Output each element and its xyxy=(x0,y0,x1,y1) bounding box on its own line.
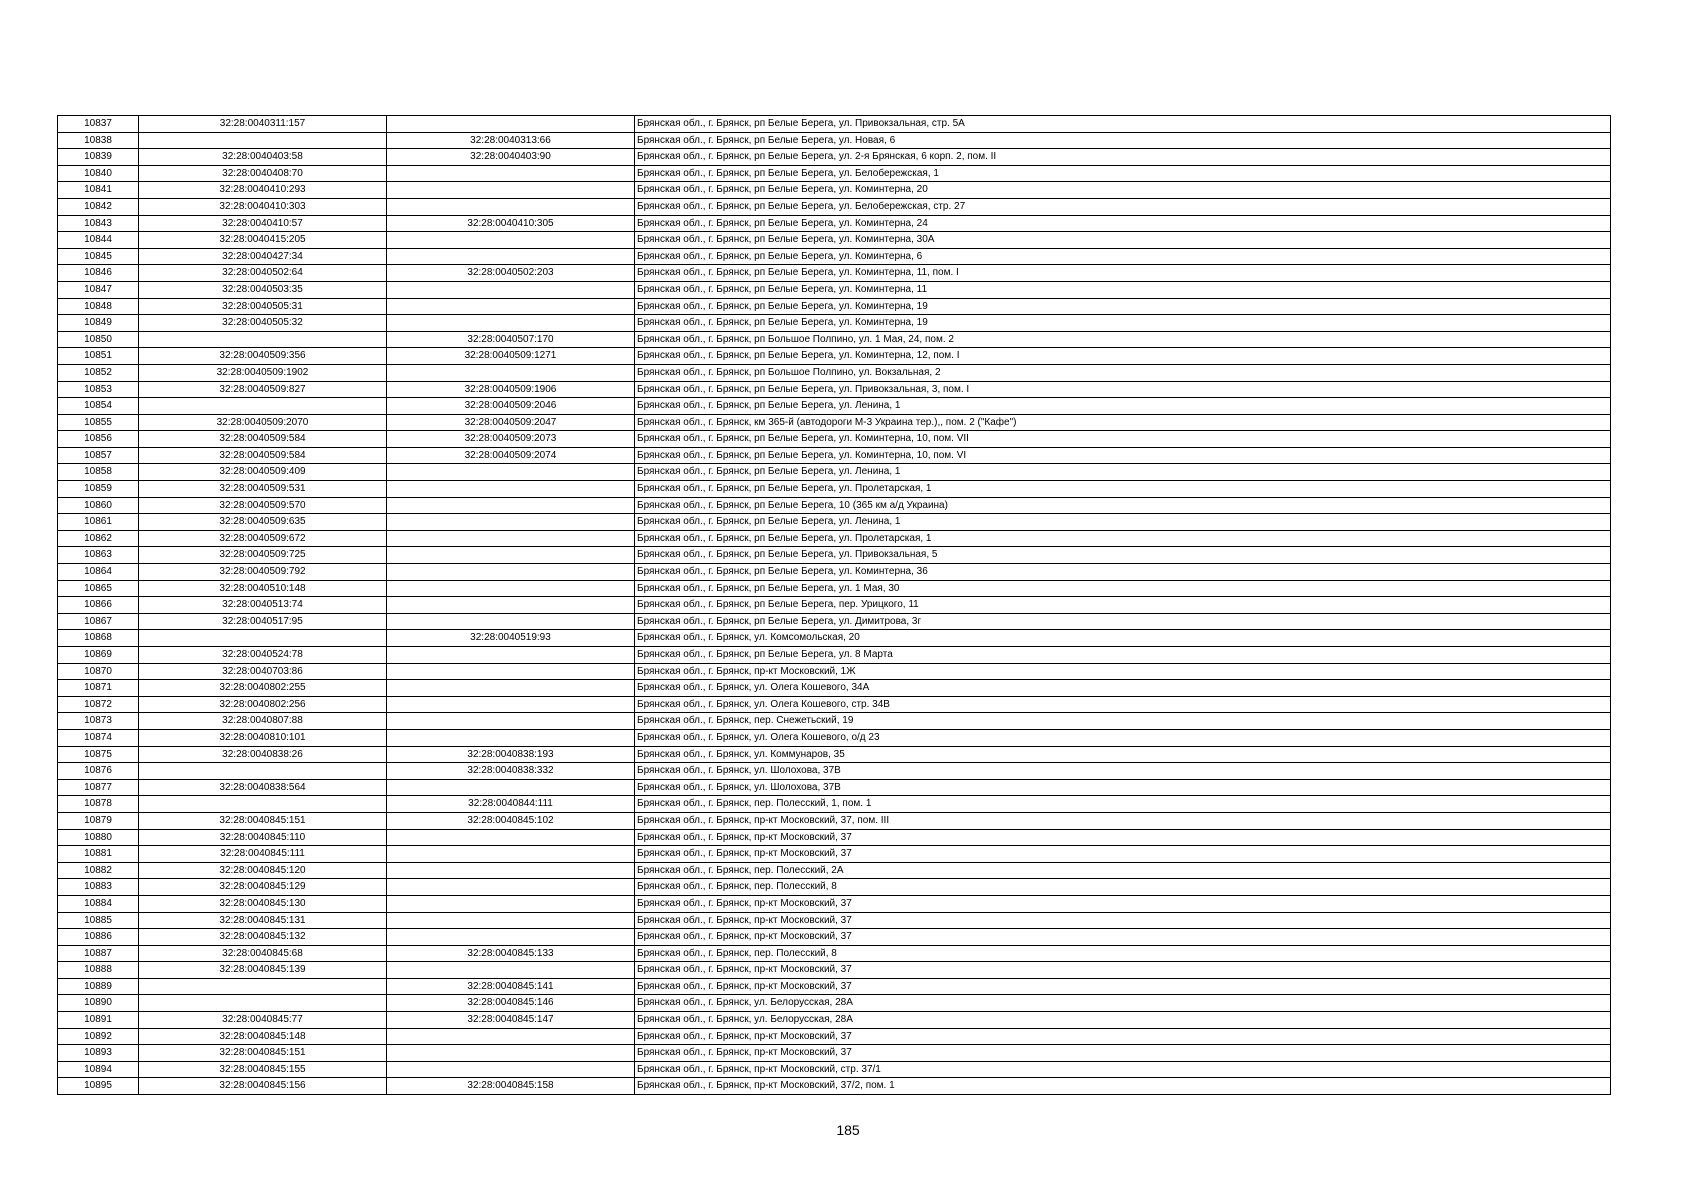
building-cadastral-number-cell: 32:28:0040845:146 xyxy=(387,995,635,1012)
land-cadastral-number-cell: 32:28:0040845:132 xyxy=(139,929,387,946)
row-number-cell: 10842 xyxy=(58,198,139,215)
row-number-cell: 10847 xyxy=(58,281,139,298)
address-cell: Брянская обл., г. Брянск, пр-кт Московский, 37 xyxy=(635,929,1611,946)
row-number-cell: 10889 xyxy=(58,978,139,995)
building-cadastral-number-cell xyxy=(387,464,635,481)
address-cell: Брянская обл., г. Брянск, рп Белые Берега, ул. Коминтерна, 10, пом. VI xyxy=(635,447,1611,464)
address-cell: Брянская обл., г. Брянск, пр-кт Московский, 37, пом. III xyxy=(635,812,1611,829)
building-cadastral-number-cell xyxy=(387,879,635,896)
address-cell: Брянская обл., г. Брянск, пр-кт Московский, 37 xyxy=(635,912,1611,929)
building-cadastral-number-cell: 32:28:0040507:170 xyxy=(387,331,635,348)
row-number-cell: 10872 xyxy=(58,696,139,713)
table-row xyxy=(58,398,1611,415)
table-row xyxy=(58,862,1611,879)
building-cadastral-number-cell xyxy=(387,497,635,514)
row-number-cell: 10880 xyxy=(58,829,139,846)
row-number-cell: 10855 xyxy=(58,414,139,431)
table-row xyxy=(58,265,1611,282)
building-cadastral-number-cell: 32:28:0040410:305 xyxy=(387,215,635,232)
building-cadastral-number-cell: 32:28:0040313:66 xyxy=(387,132,635,149)
building-cadastral-number-cell xyxy=(387,779,635,796)
row-number-cell: 10843 xyxy=(58,215,139,232)
building-cadastral-number-cell: 32:28:0040845:102 xyxy=(387,812,635,829)
row-number-cell: 10858 xyxy=(58,464,139,481)
row-number-cell: 10863 xyxy=(58,547,139,564)
address-cell: Брянская обл., г. Брянск, ул. Олега Кошевого, о/д 23 xyxy=(635,729,1611,746)
building-cadastral-number-cell xyxy=(387,895,635,912)
address-cell: Брянская обл., г. Брянск, рп Белые Берега, ул. 8 Марта xyxy=(635,647,1611,664)
row-number-cell: 10841 xyxy=(58,182,139,199)
row-number-cell: 10851 xyxy=(58,348,139,365)
building-cadastral-number-cell xyxy=(387,846,635,863)
building-cadastral-number-cell xyxy=(387,696,635,713)
table-row xyxy=(58,132,1611,149)
table-row xyxy=(58,530,1611,547)
row-number-cell: 10867 xyxy=(58,613,139,630)
land-cadastral-number-cell: 32:28:0040509:725 xyxy=(139,547,387,564)
address-cell: Брянская обл., г. Брянск, рп Белые Берега, ул. Коминтерна, 12, пом. I xyxy=(635,348,1611,365)
address-cell: Брянская обл., г. Брянск, рп Белые Берега, ул. Пролетарская, 1 xyxy=(635,481,1611,498)
row-number-cell: 10890 xyxy=(58,995,139,1012)
building-cadastral-number-cell xyxy=(387,929,635,946)
land-cadastral-number-cell: 32:28:0040845:110 xyxy=(139,829,387,846)
row-number-cell: 10849 xyxy=(58,315,139,332)
building-cadastral-number-cell xyxy=(387,198,635,215)
row-number-cell: 10859 xyxy=(58,481,139,498)
land-cadastral-number-cell: 32:28:0040410:303 xyxy=(139,198,387,215)
table-row xyxy=(58,746,1611,763)
table-row xyxy=(58,995,1611,1012)
row-number-cell: 10848 xyxy=(58,298,139,315)
address-cell: Брянская обл., г. Брянск, рп Белые Берега, ул. Белобережская, стр. 27 xyxy=(635,198,1611,215)
address-cell: Брянская обл., г. Брянск, рп Белые Берега, ул. Привокзальная, 3, пом. I xyxy=(635,381,1611,398)
row-number-cell: 10837 xyxy=(58,116,139,133)
address-cell: Брянская обл., г. Брянск, ул. Белорусская, 28А xyxy=(635,1012,1611,1029)
land-cadastral-number-cell: 32:28:0040845:155 xyxy=(139,1061,387,1078)
land-cadastral-number-cell: 32:28:0040509:356 xyxy=(139,348,387,365)
table-row xyxy=(58,597,1611,614)
land-cadastral-number-cell: 32:28:0040410:57 xyxy=(139,215,387,232)
building-cadastral-number-cell xyxy=(387,364,635,381)
table-row xyxy=(58,713,1611,730)
land-cadastral-number-cell: 32:28:0040509:635 xyxy=(139,514,387,531)
building-cadastral-number-cell xyxy=(387,829,635,846)
address-cell: Брянская обл., г. Брянск, рп Белые Берега, ул. Белобережская, 1 xyxy=(635,165,1611,182)
table-row xyxy=(58,315,1611,332)
address-cell: Брянская обл., г. Брянск, рп Белые Берега, ул. Димитрова, 3г xyxy=(635,613,1611,630)
land-cadastral-number-cell: 32:28:0040510:148 xyxy=(139,580,387,597)
address-cell: Брянская обл., г. Брянск, рп Большое Полпино, ул. Вокзальная, 2 xyxy=(635,364,1611,381)
registry-table xyxy=(57,115,1611,1095)
address-cell: Брянская обл., г. Брянск, км 365-й (автодороги М-3 Украина тер.),, пом. 2 ("Кафе") xyxy=(635,414,1611,431)
table-row xyxy=(58,1078,1611,1095)
table-row xyxy=(58,182,1611,199)
row-number-cell: 10886 xyxy=(58,929,139,946)
building-cadastral-number-cell xyxy=(387,580,635,597)
land-cadastral-number-cell: 32:28:0040845:120 xyxy=(139,862,387,879)
land-cadastral-number-cell: 32:28:0040311:157 xyxy=(139,116,387,133)
table-row xyxy=(58,431,1611,448)
address-cell: Брянская обл., г. Брянск, рп Белые Берега, ул. Коминтерна, 11 xyxy=(635,281,1611,298)
row-number-cell: 10846 xyxy=(58,265,139,282)
address-cell: Брянская обл., г. Брянск, рп Белые Берега, ул. Коминтерна, 30А xyxy=(635,232,1611,249)
row-number-cell: 10869 xyxy=(58,647,139,664)
building-cadastral-number-cell: 32:28:0040845:158 xyxy=(387,1078,635,1095)
address-cell: Брянская обл., г. Брянск, рп Белые Берега, ул. Ленина, 1 xyxy=(635,464,1611,481)
row-number-cell: 10844 xyxy=(58,232,139,249)
address-cell: Брянская обл., г. Брянск, рп Белые Берега, ул. Коминтерна, 24 xyxy=(635,215,1611,232)
land-cadastral-number-cell: 32:28:0040505:31 xyxy=(139,298,387,315)
table-row xyxy=(58,978,1611,995)
land-cadastral-number-cell: 32:28:0040845:151 xyxy=(139,812,387,829)
building-cadastral-number-cell: 32:28:0040509:2073 xyxy=(387,431,635,448)
land-cadastral-number-cell: 32:28:0040509:584 xyxy=(139,447,387,464)
address-cell: Брянская обл., г. Брянск, пер. Полесский, 8 xyxy=(635,945,1611,962)
row-number-cell: 10894 xyxy=(58,1061,139,1078)
row-number-cell: 10882 xyxy=(58,862,139,879)
table-row xyxy=(58,1061,1611,1078)
row-number-cell: 10865 xyxy=(58,580,139,597)
table-row xyxy=(58,116,1611,133)
row-number-cell: 10850 xyxy=(58,331,139,348)
table-row xyxy=(58,895,1611,912)
building-cadastral-number-cell xyxy=(387,1028,635,1045)
row-number-cell: 10885 xyxy=(58,912,139,929)
address-cell: Брянская обл., г. Брянск, пр-кт Московский, 37 xyxy=(635,962,1611,979)
land-cadastral-number-cell xyxy=(139,331,387,348)
table-row xyxy=(58,1012,1611,1029)
table-row xyxy=(58,630,1611,647)
address-cell: Брянская обл., г. Брянск, рп Белые Берега, ул. Привокзальная, 5 xyxy=(635,547,1611,564)
building-cadastral-number-cell xyxy=(387,248,635,265)
land-cadastral-number-cell: 32:28:0040524:78 xyxy=(139,647,387,664)
building-cadastral-number-cell: 32:28:0040838:193 xyxy=(387,746,635,763)
table-row xyxy=(58,879,1611,896)
building-cadastral-number-cell: 32:28:0040838:332 xyxy=(387,763,635,780)
table-row xyxy=(58,912,1611,929)
building-cadastral-number-cell xyxy=(387,315,635,332)
address-cell: Брянская обл., г. Брянск, рп Белые Берега, ул. Коминтерна, 19 xyxy=(635,315,1611,332)
land-cadastral-number-cell xyxy=(139,763,387,780)
land-cadastral-number-cell: 32:28:0040509:1902 xyxy=(139,364,387,381)
land-cadastral-number-cell: 32:28:0040845:129 xyxy=(139,879,387,896)
table-row xyxy=(58,1045,1611,1062)
address-cell: Брянская обл., г. Брянск, рп Большое Полпино, ул. 1 Мая, 24, пом. 2 xyxy=(635,331,1611,348)
land-cadastral-number-cell: 32:28:0040509:672 xyxy=(139,530,387,547)
building-cadastral-number-cell: 32:28:0040845:141 xyxy=(387,978,635,995)
table-row xyxy=(58,364,1611,381)
table-row xyxy=(58,514,1611,531)
row-number-cell: 10875 xyxy=(58,746,139,763)
building-cadastral-number-cell xyxy=(387,1061,635,1078)
row-number-cell: 10870 xyxy=(58,663,139,680)
table-row xyxy=(58,663,1611,680)
land-cadastral-number-cell: 32:28:0040509:827 xyxy=(139,381,387,398)
table-row xyxy=(58,796,1611,813)
building-cadastral-number-cell: 32:28:0040845:133 xyxy=(387,945,635,962)
table-row xyxy=(58,729,1611,746)
address-cell: Брянская обл., г. Брянск, рп Белые Берега, ул. Коминтерна, 20 xyxy=(635,182,1611,199)
land-cadastral-number-cell: 32:28:0040838:564 xyxy=(139,779,387,796)
address-cell: Брянская обл., г. Брянск, рп Белые Берега, ул. Коминтерна, 19 xyxy=(635,298,1611,315)
address-cell: Брянская обл., г. Брянск, рп Белые Берега, ул. Коминтерна, 11, пом. I xyxy=(635,265,1611,282)
table-row xyxy=(58,348,1611,365)
row-number-cell: 10883 xyxy=(58,879,139,896)
row-number-cell: 10845 xyxy=(58,248,139,265)
row-number-cell: 10862 xyxy=(58,530,139,547)
land-cadastral-number-cell: 32:28:0040509:531 xyxy=(139,481,387,498)
land-cadastral-number-cell: 32:28:0040807:88 xyxy=(139,713,387,730)
row-number-cell: 10853 xyxy=(58,381,139,398)
land-cadastral-number-cell xyxy=(139,796,387,813)
building-cadastral-number-cell: 32:28:0040845:147 xyxy=(387,1012,635,1029)
building-cadastral-number-cell xyxy=(387,647,635,664)
address-cell: Брянская обл., г. Брянск, рп Белые Берега, ул. Новая, 6 xyxy=(635,132,1611,149)
table-row xyxy=(58,580,1611,597)
address-cell: Брянская обл., г. Брянск, ул. Олега Кошевого, стр. 34В xyxy=(635,696,1611,713)
address-cell: Брянская обл., г. Брянск, рп Белые Берега, 10 (365 км а/д Украина) xyxy=(635,497,1611,514)
land-cadastral-number-cell xyxy=(139,630,387,647)
building-cadastral-number-cell: 32:28:0040509:2046 xyxy=(387,398,635,415)
row-number-cell: 10879 xyxy=(58,812,139,829)
table-row xyxy=(58,1028,1611,1045)
row-number-cell: 10840 xyxy=(58,165,139,182)
row-number-cell: 10857 xyxy=(58,447,139,464)
land-cadastral-number-cell: 32:28:0040509:409 xyxy=(139,464,387,481)
table-row xyxy=(58,232,1611,249)
table-row xyxy=(58,331,1611,348)
table-row xyxy=(58,829,1611,846)
address-cell: Брянская обл., г. Брянск, пр-кт Московский, 1Ж xyxy=(635,663,1611,680)
table-row xyxy=(58,779,1611,796)
building-cadastral-number-cell xyxy=(387,481,635,498)
address-cell: Брянская обл., г. Брянск, ул. Шолохова, 37В xyxy=(635,779,1611,796)
land-cadastral-number-cell xyxy=(139,398,387,415)
table-row xyxy=(58,564,1611,581)
address-cell: Брянская обл., г. Брянск, рп Белые Берега, ул. Коминтерна, 10, пом. VII xyxy=(635,431,1611,448)
land-cadastral-number-cell: 32:28:0040509:2070 xyxy=(139,414,387,431)
building-cadastral-number-cell xyxy=(387,680,635,697)
building-cadastral-number-cell xyxy=(387,530,635,547)
address-cell: Брянская обл., г. Брянск, рп Белые Берега, ул. Пролетарская, 1 xyxy=(635,530,1611,547)
address-cell: Брянская обл., г. Брянск, рп Белые Берега, пер. Урицкого, 11 xyxy=(635,597,1611,614)
page-number: 185 xyxy=(836,1122,860,1138)
building-cadastral-number-cell xyxy=(387,663,635,680)
row-number-cell: 10892 xyxy=(58,1028,139,1045)
address-cell: Брянская обл., г. Брянск, пер. Снежетьский, 19 xyxy=(635,713,1611,730)
address-cell: Брянская обл., г. Брянск, пр-кт Московский, 37 xyxy=(635,895,1611,912)
row-number-cell: 10895 xyxy=(58,1078,139,1095)
building-cadastral-number-cell xyxy=(387,962,635,979)
land-cadastral-number-cell: 32:28:0040509:792 xyxy=(139,564,387,581)
table-row xyxy=(58,165,1611,182)
address-cell: Брянская обл., г. Брянск, рп Белые Берега, ул. Коминтерна, 6 xyxy=(635,248,1611,265)
land-cadastral-number-cell: 32:28:0040410:293 xyxy=(139,182,387,199)
address-cell: Брянская обл., г. Брянск, ул. Комсомольская, 20 xyxy=(635,630,1611,647)
row-number-cell: 10852 xyxy=(58,364,139,381)
table-row xyxy=(58,414,1611,431)
building-cadastral-number-cell xyxy=(387,182,635,199)
address-cell: Брянская обл., г. Брянск, рп Белые Берега, ул. Ленина, 1 xyxy=(635,398,1611,415)
address-cell: Брянская обл., г. Брянск, рп Белые Берега, ул. 1 Мая, 30 xyxy=(635,580,1611,597)
land-cadastral-number-cell: 32:28:0040802:256 xyxy=(139,696,387,713)
land-cadastral-number-cell xyxy=(139,132,387,149)
building-cadastral-number-cell xyxy=(387,613,635,630)
address-cell: Брянская обл., г. Брянск, ул. Шолохова, 37В xyxy=(635,763,1611,780)
row-number-cell: 10871 xyxy=(58,680,139,697)
row-number-cell: 10888 xyxy=(58,962,139,979)
row-number-cell: 10893 xyxy=(58,1045,139,1062)
building-cadastral-number-cell xyxy=(387,281,635,298)
address-cell: Брянская обл., г. Брянск, рп Белые Берега, ул. 2-я Брянская, 6 корп. 2, пом. II xyxy=(635,149,1611,166)
building-cadastral-number-cell xyxy=(387,514,635,531)
building-cadastral-number-cell xyxy=(387,298,635,315)
row-number-cell: 10876 xyxy=(58,763,139,780)
address-cell: Брянская обл., г. Брянск, ул. Белорусская, 28А xyxy=(635,995,1611,1012)
table-row xyxy=(58,647,1611,664)
land-cadastral-number-cell: 32:28:0040845:111 xyxy=(139,846,387,863)
building-cadastral-number-cell: 32:28:0040509:1906 xyxy=(387,381,635,398)
address-cell: Брянская обл., г. Брянск, пр-кт Московский, стр. 37/1 xyxy=(635,1061,1611,1078)
table-row xyxy=(58,281,1611,298)
land-cadastral-number-cell: 32:28:0040509:570 xyxy=(139,497,387,514)
land-cadastral-number-cell: 32:28:0040845:131 xyxy=(139,912,387,929)
row-number-cell: 10838 xyxy=(58,132,139,149)
building-cadastral-number-cell: 32:28:0040509:2047 xyxy=(387,414,635,431)
land-cadastral-number-cell: 32:28:0040845:139 xyxy=(139,962,387,979)
land-cadastral-number-cell: 32:28:0040427:34 xyxy=(139,248,387,265)
address-cell: Брянская обл., г. Брянск, пер. Полесский, 2А xyxy=(635,862,1611,879)
building-cadastral-number-cell xyxy=(387,116,635,133)
building-cadastral-number-cell: 32:28:0040509:1271 xyxy=(387,348,635,365)
row-number-cell: 10856 xyxy=(58,431,139,448)
row-number-cell: 10881 xyxy=(58,846,139,863)
address-cell: Брянская обл., г. Брянск, пр-кт Московский, 37/2, пом. 1 xyxy=(635,1078,1611,1095)
land-cadastral-number-cell: 32:28:0040517:95 xyxy=(139,613,387,630)
address-cell: Брянская обл., г. Брянск, ул. Олега Кошевого, 34А xyxy=(635,680,1611,697)
registry-sheet xyxy=(57,115,1610,1095)
land-cadastral-number-cell xyxy=(139,995,387,1012)
row-number-cell: 10864 xyxy=(58,564,139,581)
building-cadastral-number-cell xyxy=(387,713,635,730)
address-cell: Брянская обл., г. Брянск, пр-кт Московский, 37 xyxy=(635,1045,1611,1062)
address-cell: Брянская обл., г. Брянск, рп Белые Берега, ул. Коминтерна, 36 xyxy=(635,564,1611,581)
land-cadastral-number-cell: 32:28:0040810:101 xyxy=(139,729,387,746)
land-cadastral-number-cell: 32:28:0040502:64 xyxy=(139,265,387,282)
table-row xyxy=(58,812,1611,829)
building-cadastral-number-cell xyxy=(387,547,635,564)
table-row xyxy=(58,298,1611,315)
row-number-cell: 10878 xyxy=(58,796,139,813)
building-cadastral-number-cell: 32:28:0040519:93 xyxy=(387,630,635,647)
table-row xyxy=(58,696,1611,713)
address-cell: Брянская обл., г. Брянск, ул. Коммунаров, 35 xyxy=(635,746,1611,763)
building-cadastral-number-cell xyxy=(387,564,635,581)
land-cadastral-number-cell: 32:28:0040703:86 xyxy=(139,663,387,680)
table-row xyxy=(58,945,1611,962)
table-row xyxy=(58,447,1611,464)
row-number-cell: 10860 xyxy=(58,497,139,514)
address-cell: Брянская обл., г. Брянск, пр-кт Московский, 37 xyxy=(635,978,1611,995)
building-cadastral-number-cell xyxy=(387,912,635,929)
table-row xyxy=(58,846,1611,863)
building-cadastral-number-cell: 32:28:0040403:90 xyxy=(387,149,635,166)
building-cadastral-number-cell: 32:28:0040502:203 xyxy=(387,265,635,282)
building-cadastral-number-cell xyxy=(387,1045,635,1062)
row-number-cell: 10874 xyxy=(58,729,139,746)
land-cadastral-number-cell: 32:28:0040845:77 xyxy=(139,1012,387,1029)
table-row xyxy=(58,929,1611,946)
table-row xyxy=(58,149,1611,166)
building-cadastral-number-cell xyxy=(387,729,635,746)
row-number-cell: 10868 xyxy=(58,630,139,647)
address-cell: Брянская обл., г. Брянск, пр-кт Московский, 37 xyxy=(635,1028,1611,1045)
row-number-cell: 10854 xyxy=(58,398,139,415)
land-cadastral-number-cell: 32:28:0040845:130 xyxy=(139,895,387,912)
table-row xyxy=(58,763,1611,780)
land-cadastral-number-cell: 32:28:0040845:148 xyxy=(139,1028,387,1045)
building-cadastral-number-cell: 32:28:0040509:2074 xyxy=(387,447,635,464)
row-number-cell: 10873 xyxy=(58,713,139,730)
land-cadastral-number-cell: 32:28:0040503:35 xyxy=(139,281,387,298)
land-cadastral-number-cell: 32:28:0040403:58 xyxy=(139,149,387,166)
table-row xyxy=(58,215,1611,232)
row-number-cell: 10887 xyxy=(58,945,139,962)
table-row xyxy=(58,680,1611,697)
building-cadastral-number-cell xyxy=(387,165,635,182)
land-cadastral-number-cell: 32:28:0040415:205 xyxy=(139,232,387,249)
land-cadastral-number-cell: 32:28:0040513:74 xyxy=(139,597,387,614)
table-row xyxy=(58,481,1611,498)
land-cadastral-number-cell: 32:28:0040408:70 xyxy=(139,165,387,182)
table-row xyxy=(58,248,1611,265)
table-row xyxy=(58,464,1611,481)
address-cell: Брянская обл., г. Брянск, рп Белые Берега, ул. Привокзальная, стр. 5А xyxy=(635,116,1611,133)
land-cadastral-number-cell: 32:28:0040509:584 xyxy=(139,431,387,448)
building-cadastral-number-cell xyxy=(387,232,635,249)
table-row xyxy=(58,497,1611,514)
address-cell: Брянская обл., г. Брянск, пр-кт Московский, 37 xyxy=(635,829,1611,846)
land-cadastral-number-cell: 32:28:0040505:32 xyxy=(139,315,387,332)
row-number-cell: 10866 xyxy=(58,597,139,614)
land-cadastral-number-cell: 32:28:0040845:156 xyxy=(139,1078,387,1095)
registry-table-body xyxy=(58,116,1611,1095)
building-cadastral-number-cell xyxy=(387,597,635,614)
row-number-cell: 10877 xyxy=(58,779,139,796)
table-row xyxy=(58,381,1611,398)
building-cadastral-number-cell: 32:28:0040844:111 xyxy=(387,796,635,813)
building-cadastral-number-cell xyxy=(387,862,635,879)
table-row xyxy=(58,547,1611,564)
land-cadastral-number-cell: 32:28:0040802:255 xyxy=(139,680,387,697)
row-number-cell: 10861 xyxy=(58,514,139,531)
table-row xyxy=(58,613,1611,630)
land-cadastral-number-cell: 32:28:0040845:151 xyxy=(139,1045,387,1062)
address-cell: Брянская обл., г. Брянск, пер. Полесский, 1, пом. 1 xyxy=(635,796,1611,813)
table-row xyxy=(58,962,1611,979)
table-row xyxy=(58,198,1611,215)
land-cadastral-number-cell: 32:28:0040838:26 xyxy=(139,746,387,763)
row-number-cell: 10891 xyxy=(58,1012,139,1029)
address-cell: Брянская обл., г. Брянск, рп Белые Берега, ул. Ленина, 1 xyxy=(635,514,1611,531)
row-number-cell: 10884 xyxy=(58,895,139,912)
land-cadastral-number-cell: 32:28:0040845:68 xyxy=(139,945,387,962)
address-cell: Брянская обл., г. Брянск, пер. Полесский, 8 xyxy=(635,879,1611,896)
row-number-cell: 10839 xyxy=(58,149,139,166)
address-cell: Брянская обл., г. Брянск, пр-кт Московский, 37 xyxy=(635,846,1611,863)
land-cadastral-number-cell xyxy=(139,978,387,995)
